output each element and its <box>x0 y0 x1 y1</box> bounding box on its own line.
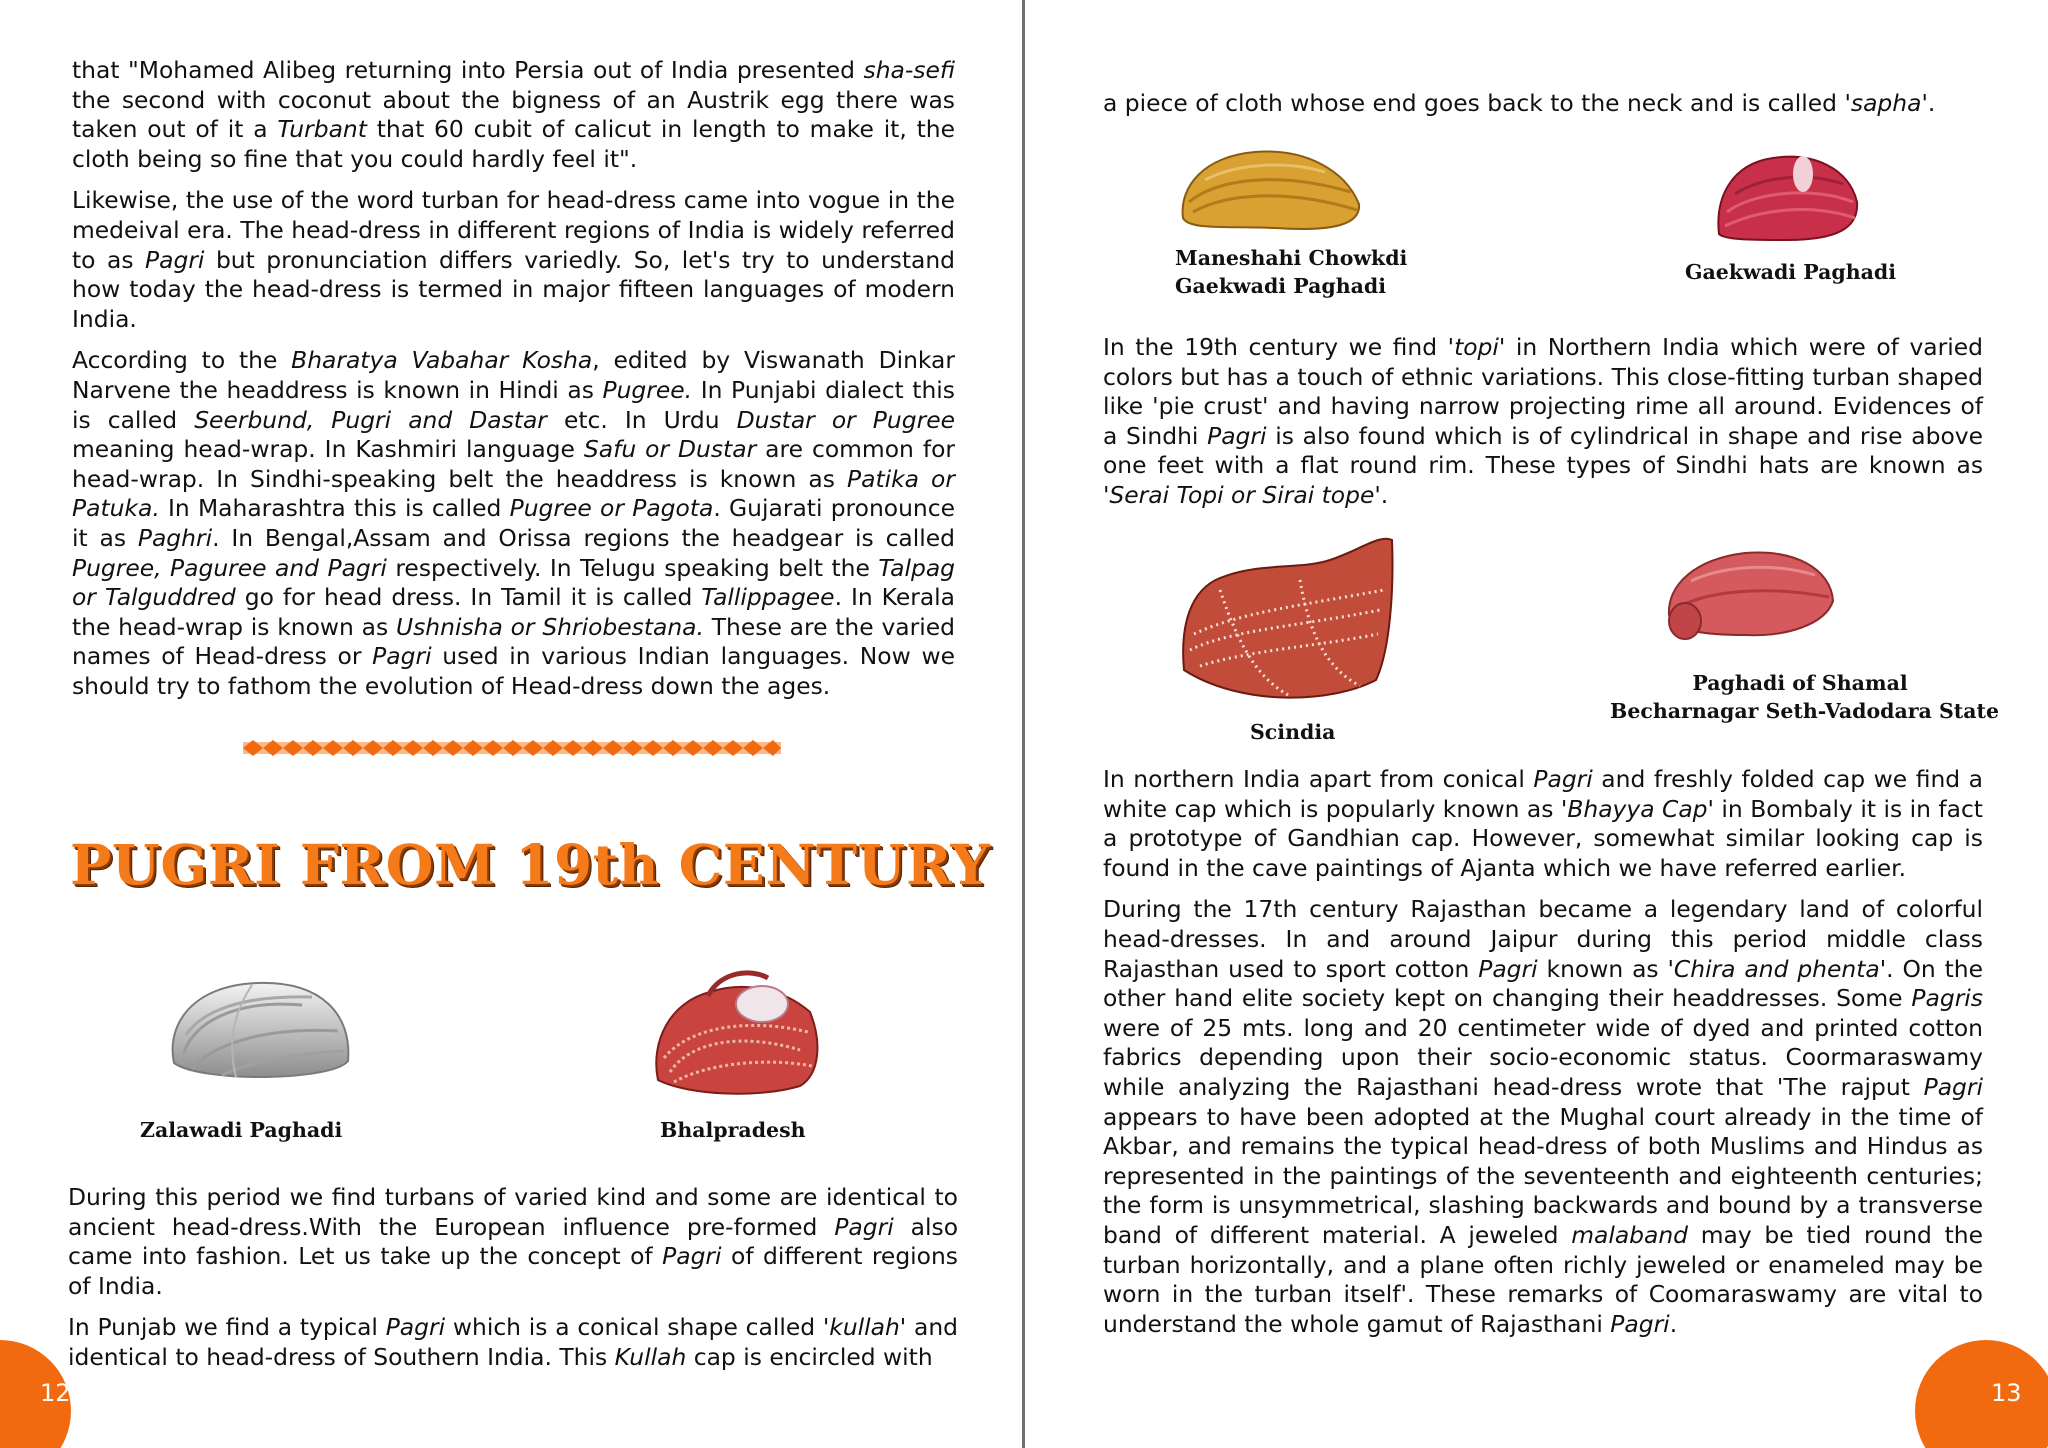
page-number: 13 <box>1991 1379 2022 1407</box>
text-run: . On the other hand elite society kept on changing their headdresses. Some <box>1103 954 1983 1013</box>
caption-shamal-line2: Becharnagar Seth-Vadodara State <box>1610 699 2000 723</box>
text-run: that 60 cubit of calicut in length to make it, the cloth being so fine that you could hardly feel it". <box>72 115 955 173</box>
left-page <box>0 0 1022 1448</box>
italic-text: Pugree. <box>602 375 693 404</box>
text-run: of different regions of India. <box>68 1242 958 1300</box>
italic-text: Dustar or Pugree <box>736 405 955 434</box>
right-page <box>1025 0 2048 1448</box>
text-run: . In Kerala the head-wrap is known as <box>72 583 955 641</box>
text-run: were of 25 mts. long and 20 centimeter wide of dyed and printed cotton fabrics depending upon their socio-economic status. Coormaraswamy while analyzing the Rajasthani head-dress wrote that 'The rajput <box>1103 1013 1983 1101</box>
text-run: . Gujarati pronounce it as <box>72 494 956 552</box>
gaekwadi-turban-image <box>1713 142 1861 246</box>
text-run: '. <box>1921 89 1936 117</box>
page-number-badge <box>1915 1340 2048 1448</box>
italic-text: Pagri <box>662 1242 722 1271</box>
italic-text: Pagri <box>1478 954 1538 983</box>
maneshahi-turban-image <box>1175 140 1363 234</box>
text-run: and freshly folded cap we find a white cap which is popularly known as <box>1103 765 1983 823</box>
text-run: are common for head-wrap. In Sindhi-speaking belt the headdress is known as <box>72 435 955 493</box>
text-run: In northern India apart from conical <box>1103 765 1534 793</box>
right-middle-text <box>1103 333 1983 523</box>
italic-text: Pagris <box>1911 984 1983 1013</box>
caption-zalawadi: Zalawadi Paghadi <box>140 1118 343 1142</box>
italic-text: Talpag or Talguddred <box>72 553 956 612</box>
italic-text: malaband <box>1571 1220 1689 1249</box>
caption-shamal <box>1610 669 2000 725</box>
text-run: a piece of cloth whose end goes back to the neck and is called ' <box>1103 89 1851 117</box>
text-run: . <box>1669 1309 1678 1338</box>
paragraph <box>1103 333 1983 511</box>
italic-text: Pagri <box>1923 1072 1983 1101</box>
text-run: in Northern India which were of varied colors but has a touch of ethnic variations. This close-fitting turban shaped like 'pie crust' and having narrow projecting rime all around. Evidences of a Sindhi <box>1103 333 1983 450</box>
text-run: In Punjabi dialect this is called <box>72 375 955 434</box>
paragraph <box>68 1183 958 1301</box>
zalawadi-turban-image <box>162 965 358 1093</box>
paragraph <box>1103 89 1983 119</box>
text-run: cap is encircled with <box>686 1342 933 1371</box>
bhalpradesh-turban-image <box>650 962 822 1098</box>
italic-text: 'Serai Topi or Sirai tope' <box>1103 480 1381 509</box>
italic-text: Tallippagee <box>701 583 835 612</box>
paragraph <box>72 186 955 334</box>
text-run: the second with coconut about the bigness of an Austrik egg there was taken out of it a <box>72 85 955 144</box>
paragraph <box>1103 895 1983 1339</box>
italic-text: sha-sefi <box>863 56 955 84</box>
italic-text: Pagri <box>372 642 432 671</box>
right-bottom-text <box>1103 765 1983 1351</box>
page-number: 12 <box>40 1379 71 1407</box>
text-run: is also found which is of cylindrical in shape and rise above one feet with a flat round rim. These types of Sindhi hats are known as <box>1103 421 1983 480</box>
italic-text: Kullah <box>614 1342 687 1371</box>
caption-bhalpradesh: Bhalpradesh <box>660 1118 806 1142</box>
text-run: but pronunciation differs variedly. So, let's try to understand how today the head-dress is termed in major fifteen languages of modern India. <box>72 245 955 333</box>
italic-text: Pagri <box>834 1212 894 1241</box>
caption-gaekwadi: Gaekwadi Paghadi <box>1685 260 1897 284</box>
paragraph <box>72 56 955 174</box>
italic-text: Pugree, Paguree and Pagri <box>72 553 387 582</box>
text-run: meaning head-wrap. In Kashmiri language <box>72 435 584 464</box>
text-run: Likewise, the use of the word turban for head-dress came into vogue in the medeival era. The head-dress in different regions of India is widely referred to as <box>72 186 955 274</box>
text-run: In Maharashtra this is called <box>159 494 510 523</box>
italic-text: sapha <box>1850 89 1922 117</box>
italic-text: Pagri <box>1533 765 1593 793</box>
caption-maneshahi-line1: Maneshahi Chowkdi <box>1175 246 1408 270</box>
text-run: According to the <box>72 346 292 375</box>
text-run: These are the varied names of Head-dress or <box>72 612 955 671</box>
paragraph <box>1103 765 1983 883</box>
italic-text: Seerbund, Pugri and Dastar <box>194 405 547 434</box>
text-run: In the 19th century we find <box>1103 333 1448 361</box>
caption-shamal-line1: Paghadi of Shamal <box>1692 671 1908 695</box>
italic-text: Safu or Dustar <box>583 435 757 464</box>
italic-text: Pagri <box>1207 421 1267 450</box>
left-top-text <box>72 56 955 713</box>
text-run: go for head dress. In Tamil it is called <box>235 583 702 612</box>
decorative-divider <box>243 738 781 758</box>
text-run: During the 17th century Rajasthan became a legendary land of colorful head-dresses. In and around Jaipur during this period middle class Rajasthan used to sport cotton <box>1103 895 1983 983</box>
paragraph <box>72 346 955 701</box>
text-run: During this period we find turbans of varied kind and some are identical to ancient head-dress.With the European influence pre-formed <box>68 1183 958 1241</box>
caption-maneshahi-line2: Gaekwadi Paghadi <box>1175 274 1387 298</box>
paragraph <box>68 1313 958 1372</box>
text-run: In Punjab we find a typical <box>68 1313 386 1342</box>
text-run: and identical to head-dress of Southern India. This <box>68 1313 959 1371</box>
right-top-text <box>1103 89 1983 131</box>
shamal-turban-image <box>1665 545 1835 645</box>
caption-scindia: Scindia <box>1250 720 1336 744</box>
italic-text: Pagri <box>145 245 205 274</box>
left-bottom-text <box>68 1183 958 1385</box>
section-heading: PUGRI FROM 19th CENTURY <box>70 832 991 897</box>
italic-text: 'Chira and phenta' <box>1667 954 1887 983</box>
italic-text: 'kullah' <box>822 1313 907 1342</box>
italic-text: 'topi' <box>1447 333 1506 361</box>
text-run: which is a conical shape called <box>445 1313 823 1342</box>
italic-text: Turbant <box>277 115 367 144</box>
text-run: respectively. In Telugu speaking belt the <box>386 553 879 582</box>
italic-text: Pagri <box>1610 1309 1670 1338</box>
text-run: that "Mohamed Alibeg returning into Persia out of India presented <box>72 56 864 84</box>
text-run: known as <box>1537 954 1668 983</box>
italic-text: Paghri <box>137 523 213 552</box>
text-run: may be tied round the turban horizontally, and a plane often richly jeweled or enameled may be worn in the turban itself'. These remarks of Coomaraswamy are vital to understand the whole gamut of Rajasthani <box>1103 1220 1983 1338</box>
italic-text: Bharatya Vabahar Kosha <box>291 346 593 375</box>
italic-text: Patika or Patuka. <box>72 464 955 523</box>
caption-maneshahi <box>1175 244 1408 300</box>
text-run: appears to have been adopted at the Mughal court already in the time of Akbar, and remains the typical head-dress of both Muslims and Hindus as represented in the paintings of the seventeenth and eighteenth centuries; the form is unsymmetrical, slashing backwards and bound by a transverse band of different material. A jeweled <box>1103 1102 1983 1249</box>
text-run: , edited by Viswanath Dinkar Narvene the headdress is known in Hindi as <box>72 346 955 404</box>
italic-text: 'Bhayya Cap' <box>1560 794 1714 823</box>
italic-text: Ushnisha or Shriobestana. <box>396 612 704 641</box>
text-run: etc. In Urdu <box>546 405 737 434</box>
text-run: . <box>1380 480 1389 509</box>
text-run: in Bombaly it is in fact a prototype of Gandhian cap. However, somewhat similar looking cap is found in the cave paintings of Ajanta which we have referred earlier. <box>1103 794 1983 882</box>
text-run: also came into fashion. Let us take up the concept of <box>68 1212 958 1271</box>
text-run: used in various Indian languages. Now we should try to fathom the evolution of Head-dress down the ages. <box>72 642 955 700</box>
scindia-turban-image <box>1180 530 1398 710</box>
text-run: . In Bengal,Assam and Orissa regions the headgear is called <box>212 523 956 552</box>
italic-text: Pagri <box>385 1313 446 1342</box>
italic-text: Pugree or Pagota <box>509 494 714 523</box>
